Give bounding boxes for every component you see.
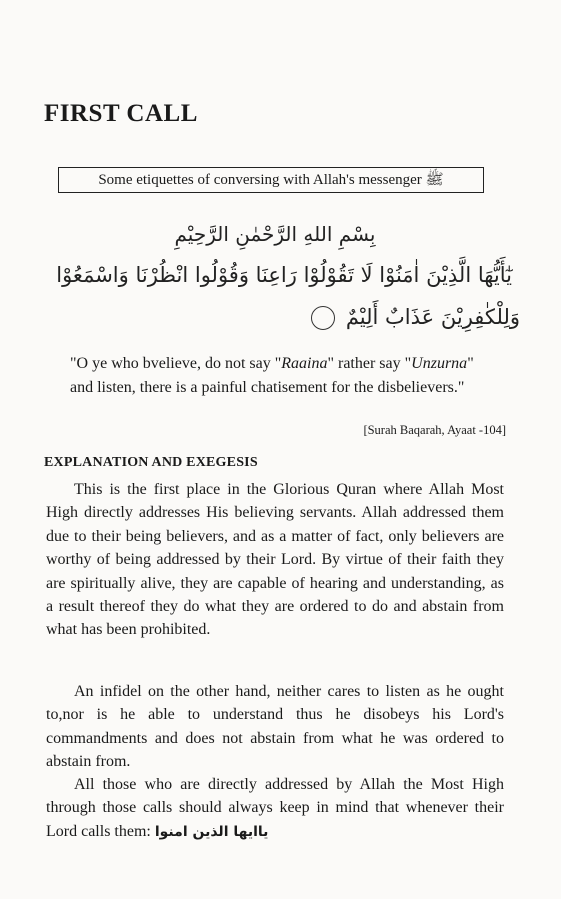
- ayah-arabic-line-2: [240, 305, 520, 330]
- section-heading: EXPLANATION AND EXEGESIS: [44, 455, 258, 470]
- paragraph-2: [46, 680, 504, 774]
- ayah-end-marker-icon: [311, 306, 335, 330]
- chapter-title: FIRST CALL: [44, 100, 198, 127]
- translation-part-3: " and listen, there is a painful chatisement for the disbelievers.": [70, 355, 474, 396]
- paragraph-2-text: An infidel on the other hand, neither cares to listen as he ought to,nor is he able to understand thus he disobeys his Lord's commandments and does not abstain from what he was ordered to abstain from.: [46, 683, 504, 771]
- ayah-arabic-line-2-text: وَلِلْكٰفِرِيْنَ عَذَابٌ أَلِيْمٌ: [345, 305, 520, 329]
- translation-unzurna: Unzurna: [411, 355, 468, 372]
- translation-part-2: " rather say ": [327, 355, 412, 372]
- translation-raaina: Raaina: [281, 355, 328, 372]
- bismillah-arabic: بِسْمِ اللهِ الرَّحْمٰنِ الرَّحِيْمِ: [174, 222, 376, 246]
- paragraph-1: [46, 478, 504, 642]
- ayah-translation: [70, 352, 490, 400]
- translation-part-1: "O ye who bvelieve, do not say ": [70, 355, 282, 372]
- paragraph-3-text: All those who are directly addressed by Allah the Most High through those calls should always keep in mind that whenever their Lord calls them:: [46, 776, 504, 840]
- surah-reference: [Surah Baqarah, Ayaat -104]: [363, 423, 506, 437]
- chapter-subtitle-box: Some etiquettes of conversing with Allah's messenger ﷺ: [58, 167, 484, 193]
- paragraph-1-text: This is the first place in the Glorious Quran where Allah Most High directly addresses His believing servants. Allah addressed them due to their being believers, and as a matter of fact, only believers are worthy of being addressed by their Lord. By virtue of their faith they are spiritually alive, they are capable of hearing and understanding, as a result thereof they do what they are ordered to do and abstain from what has been prohibited.: [46, 481, 504, 639]
- paragraph-3: [46, 773, 504, 844]
- paragraph-3-arabic: ياايها الذين امنوا: [154, 823, 269, 840]
- ayah-arabic-line-1: يٰٓأَيُّهَا الَّذِيْنَ اٰمَنُوْا لَا تَقُوْلُوْا رَاعِنَا وَقُوْلُوا انْظُرْنَا وَاسْمَعُوْا: [56, 263, 512, 287]
